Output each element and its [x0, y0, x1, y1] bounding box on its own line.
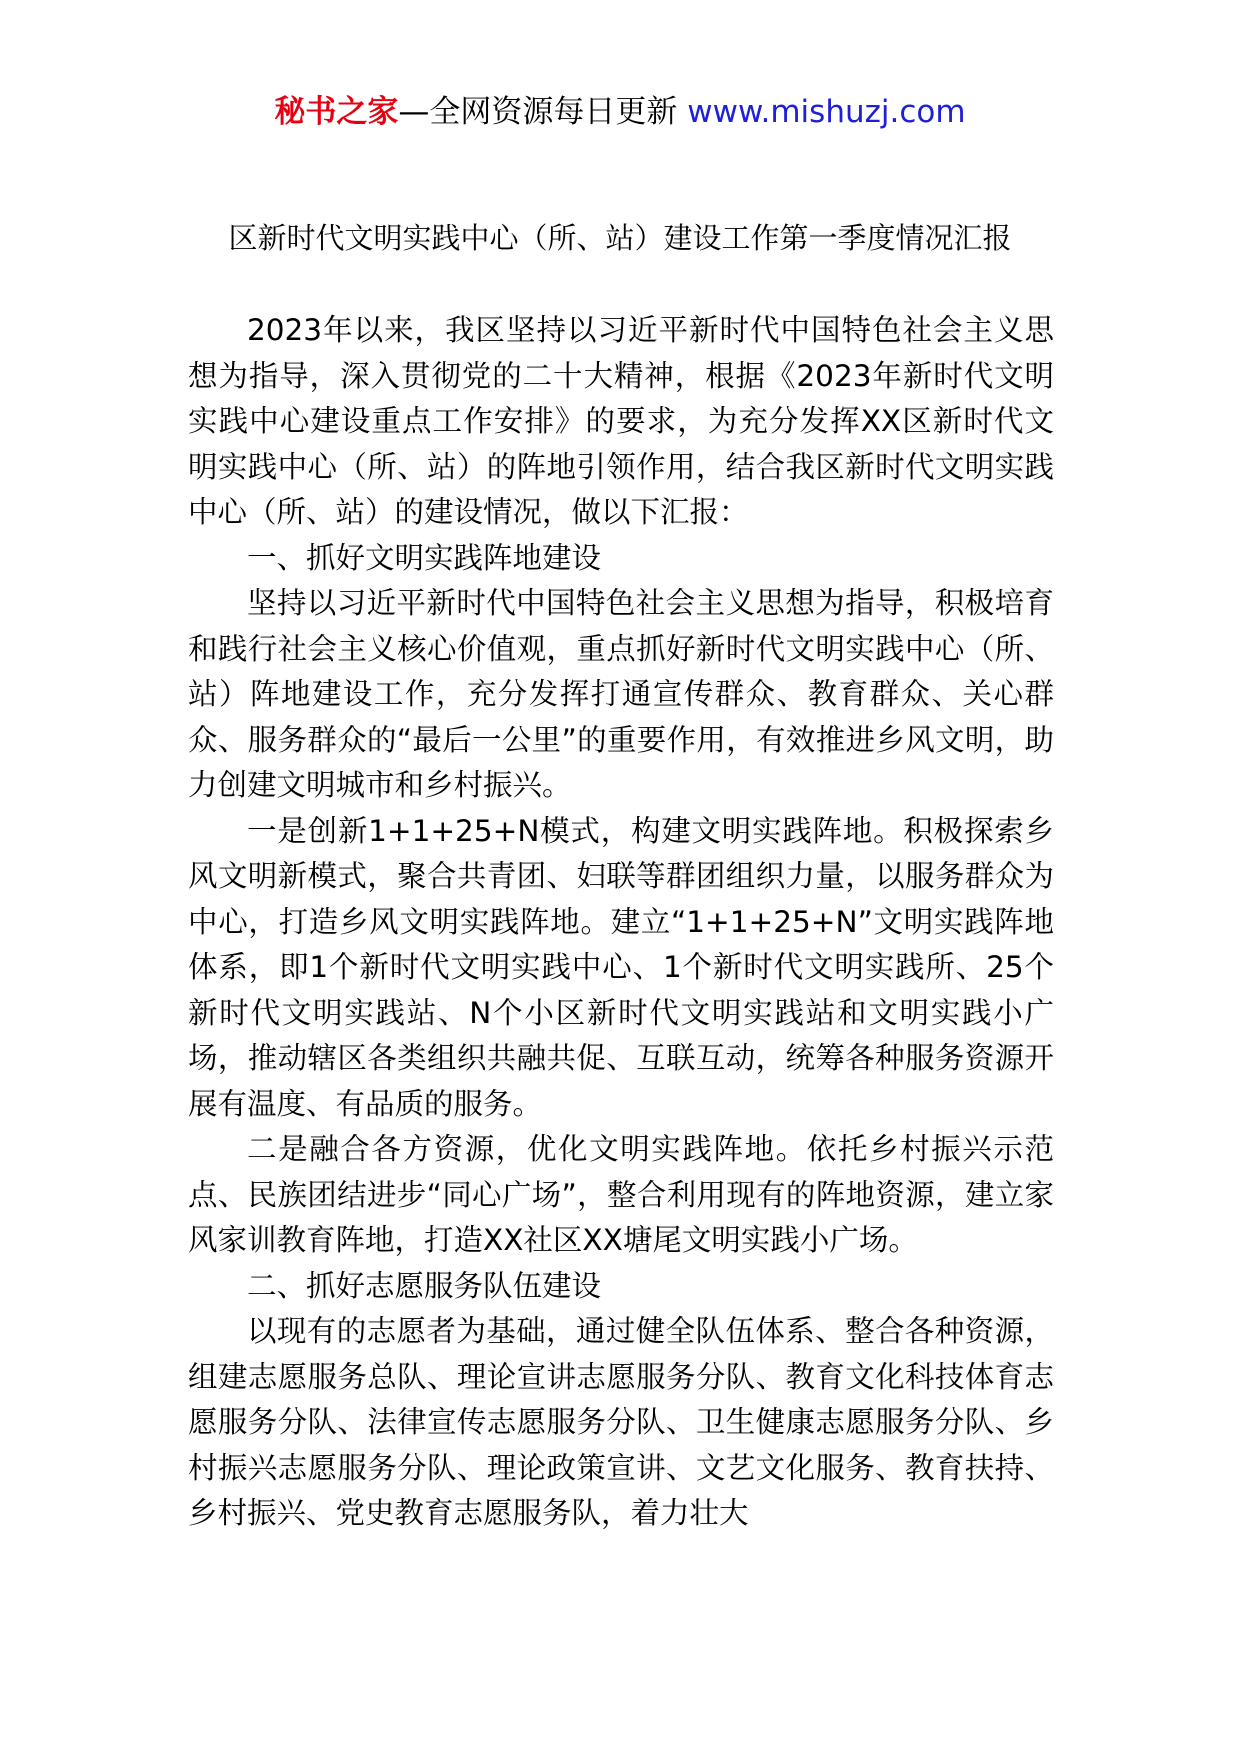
header-tagline: —全网资源每日更新 — [398, 94, 688, 130]
section-heading-1: 一、抓好文明实践阵地建设 — [247, 540, 602, 575]
brand-name: 秘书之家 — [274, 94, 399, 130]
section-heading-2: 二、抓好志愿服务队伍建设 — [247, 1268, 602, 1303]
section-2-paragraph: 以现有的志愿者为基础，通过健全队伍体系、整合各种资源，组建志愿服务总队、理论宣讲志愿服务分队、教育文化科技体育志愿服务分队、法律宣传志愿服务分队、卫生健康志愿服务分队、乡村振兴志愿服务分队、理论政策宣讲、文艺文化服务、教育扶持、乡村振兴、党史教育志愿服务队，着力壮大 — [188, 1314, 1054, 1530]
section-1-item-1: 一是创新1+1+25+N模式，构建文明实践阵地。积极探索乡风文明新模式，聚合共青团、妇联等群团组织力量，以服务群众为中心，打造乡风文明实践阵地。建立“1+1+25+N”文明实践阵地体系，即1个新时代文明实践中心、1个新时代文明实践所、25个新时代文明实践站、N个小区新时代文明实践站和文明实践小广场，推动辖区各类组织共融共促、互联互动，统筹各种服务资源开展有温度、有品质的服务。 — [188, 813, 1054, 1121]
intro-paragraph: 2023年以来，我区坚持以习近平新时代中国特色社会主义思想为指导，深入贯彻党的二十大精神，根据《2023年新时代文明实践中心建设重点工作安排》的要求，为充分发挥XX区新时代文明实践中心（所、站）的阵地引领作用，结合我区新时代文明实践中心（所、站）的建设情况，做以下汇报： — [188, 313, 1054, 529]
document-body — [188, 308, 1054, 1537]
section-1-item-2: 二是融合各方资源，优化文明实践阵地。依托乡村振兴示范点、民族团结进步“同心广场”，整合利用现有的阵地资源，建立家风家训教育阵地，打造XX社区XX塘尾文明实践小广场。 — [188, 1132, 1054, 1257]
document-title: 区新时代文明实践中心（所、站）建设工作第一季度情况汇报 — [228, 221, 1012, 255]
site-header — [0, 92, 1240, 132]
site-url-link[interactable]: www.mishuzj.com — [687, 94, 966, 130]
section-1-paragraph: 坚持以习近平新时代中国特色社会主义思想为指导，积极培育和践行社会主义核心价值观，重点抓好新时代文明实践中心（所、站）阵地建设工作，充分发挥打通宣传群众、教育群众、关心群众、服务群众的“最后一公里”的重要作用，有效推进乡风文明，助力创建文明城市和乡村振兴。 — [188, 586, 1054, 802]
